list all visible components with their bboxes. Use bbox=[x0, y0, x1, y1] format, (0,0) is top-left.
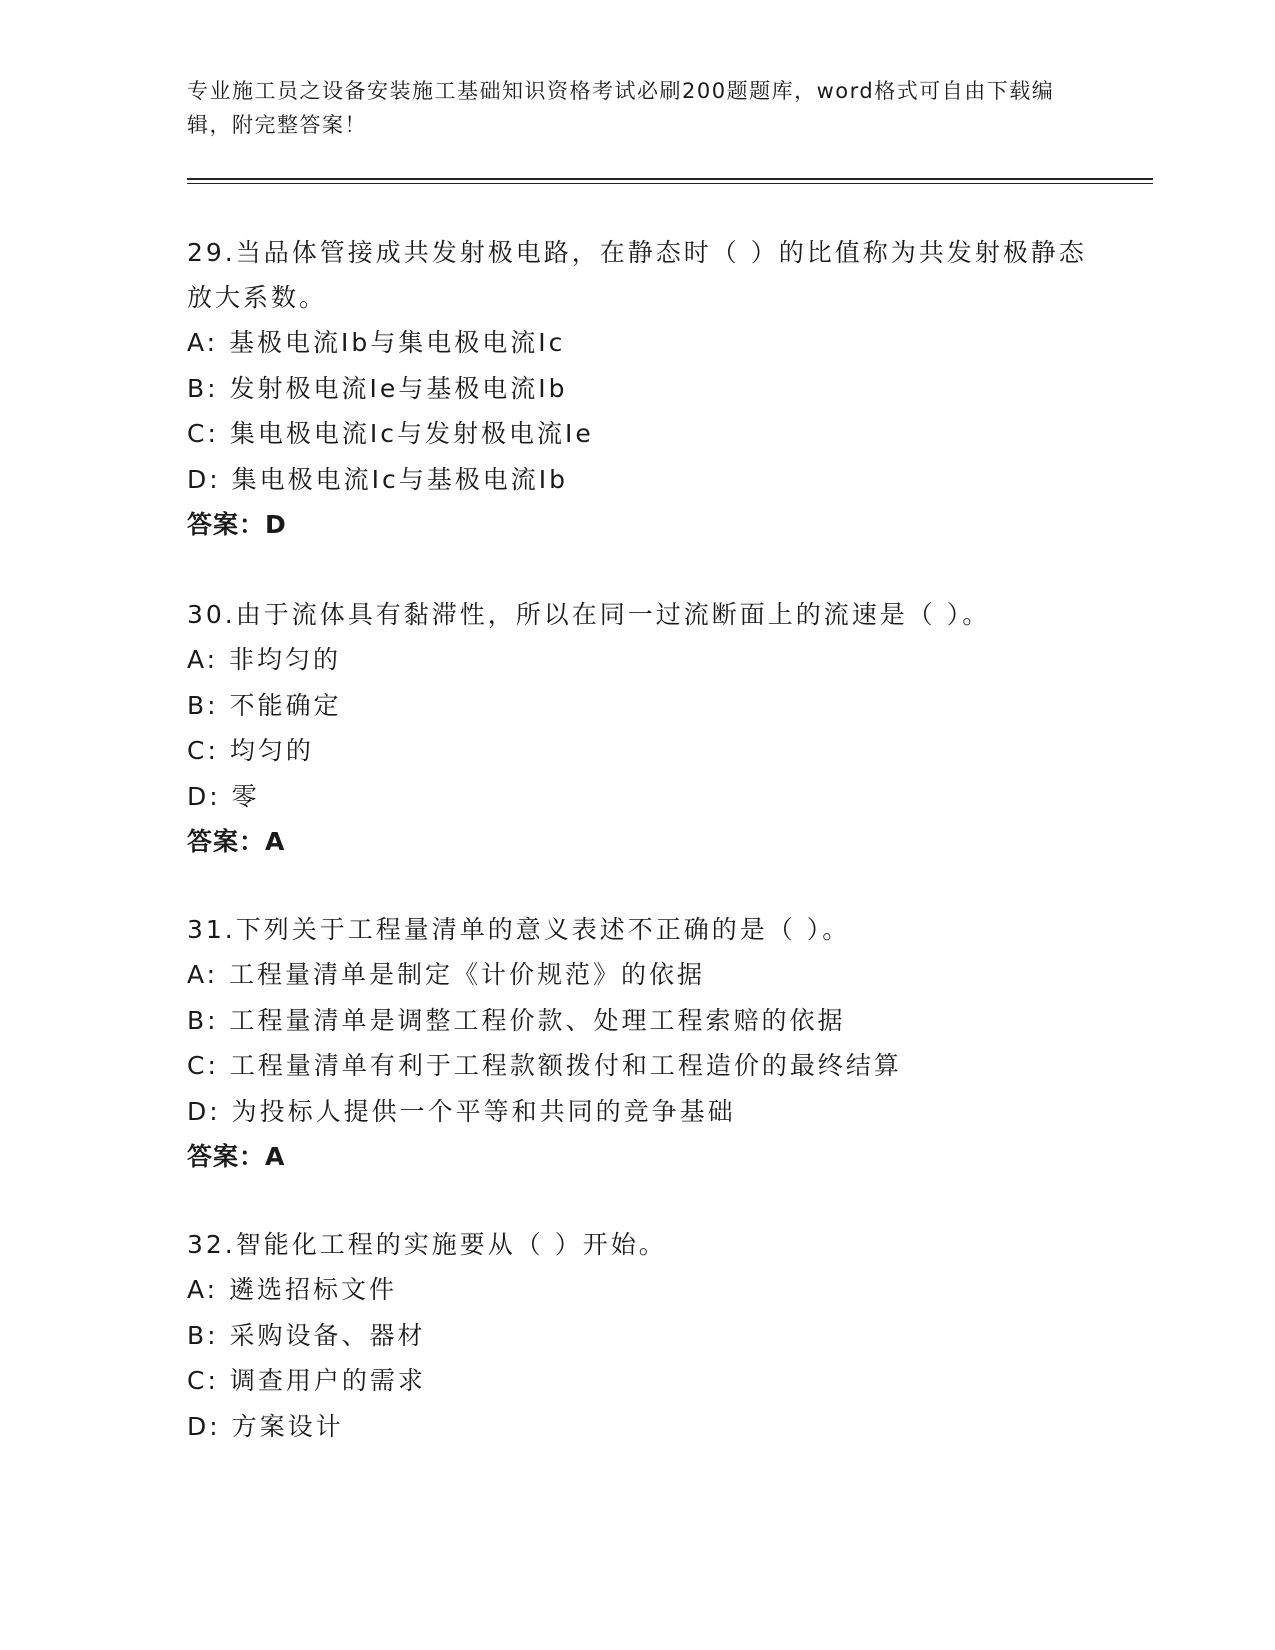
option-b: B: 不能确定 bbox=[187, 690, 342, 720]
option-b: B: 工程量清单是调整工程价款、处理工程索赔的依据 bbox=[187, 1005, 846, 1035]
question-stem: 30.由于流体具有黏滞性，所以在同一过流断面上的流速是（ ）。 bbox=[187, 600, 991, 629]
question-stem: 31.下列关于工程量清单的意义表述不正确的是（ ）。 bbox=[187, 915, 851, 944]
option-c: C: 工程量清单有利于工程款额拨付和工程造价的最终结算 bbox=[187, 1051, 902, 1080]
question-stem: 32.智能化工程的实施要从（ ）开始。 bbox=[187, 1230, 667, 1259]
option-d: D: 方案设计 bbox=[187, 1411, 344, 1441]
header-divider bbox=[187, 178, 1153, 180]
option-c: C: 集电极电流Ic与发射极电流Ie bbox=[187, 419, 594, 448]
option-b: B: 采购设备、器材 bbox=[187, 1320, 426, 1350]
question-32 bbox=[187, 1222, 1087, 1449]
question-29 bbox=[187, 230, 1087, 548]
option-a: A: 工程量清单是制定《计价规范》的依据 bbox=[187, 960, 706, 989]
answer: 答案：A bbox=[187, 827, 286, 856]
option-c: C: 调查用户的需求 bbox=[187, 1366, 426, 1395]
question-stem: 29.当品体管接成共发射极电路，在静态时（ ）的比值称为共发射极静态放大系数。 bbox=[187, 238, 1087, 312]
option-d: D: 集电极电流Ic与基极电流Ib bbox=[187, 464, 568, 494]
option-b: B: 发射极电流Ie与基极电流Ib bbox=[187, 373, 568, 403]
option-a: A: 基极电流Ib与集电极电流Ic bbox=[187, 328, 566, 357]
option-d: D: 为投标人提供一个平等和共同的竞争基础 bbox=[187, 1096, 736, 1126]
header-divider-thin bbox=[187, 183, 1153, 184]
question-30 bbox=[187, 592, 1087, 865]
answer: 答案：D bbox=[187, 510, 287, 539]
document-header: 专业施工员之设备安装施工基础知识资格考试必刷200题题库，word格式可自由下载编辑，附完整答案！ bbox=[187, 79, 1055, 137]
option-d: D: 零 bbox=[187, 781, 260, 811]
option-a: A: 非均匀的 bbox=[187, 645, 342, 674]
question-31 bbox=[187, 907, 1087, 1180]
option-c: C: 均匀的 bbox=[187, 736, 314, 765]
answer: 答案：A bbox=[187, 1142, 286, 1171]
option-a: A: 遴选招标文件 bbox=[187, 1275, 398, 1304]
